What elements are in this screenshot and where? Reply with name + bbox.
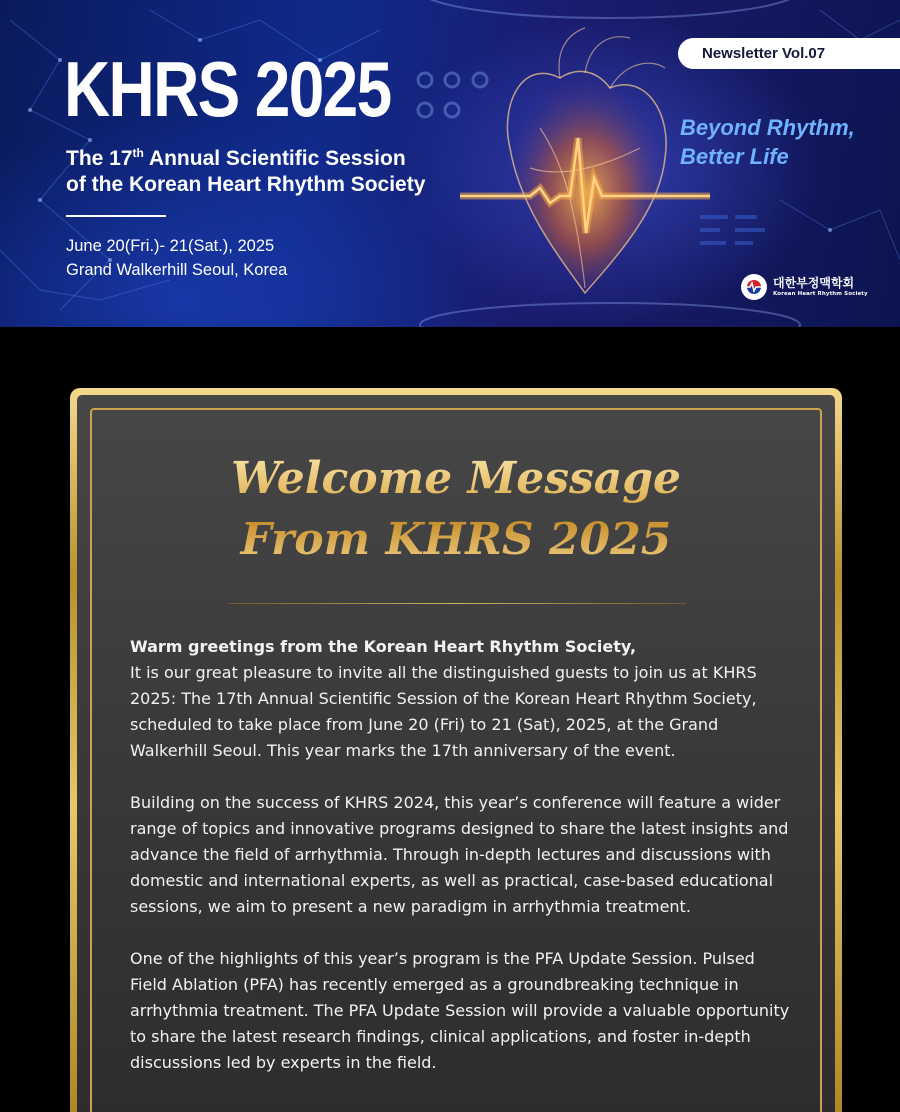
society-name-en: Korean Heart Rhythm Society — [773, 291, 868, 297]
event-date: June 20(Fri.)- 21(Sat.), 2025 — [66, 237, 275, 255]
banner-divider — [66, 215, 166, 217]
slogan-line1: Beyond Rhythm, — [680, 115, 855, 140]
event-title: KHRS 2025 — [64, 45, 391, 133]
newsletter-badge: Newsletter Vol.07 — [678, 38, 900, 69]
society-logo — [740, 273, 868, 301]
slogan — [680, 113, 855, 171]
event-venue: Grand Walkerhill Seoul, Korea — [66, 261, 288, 279]
welcome-paragraph-2: Building on the success of KHRS 2024, this year’s conference will feature a wider range of topics and innovative programs designed to share the latest insights and advance the field of arrhythmia. Through in-depth lectures and discussions with domestic and international experts, as well as practical, case-based educational sessions, we aim to present a new paradigm in arrhythmia treatment. — [130, 793, 789, 916]
welcome-title-line2: From KHRS 2025 — [240, 514, 672, 565]
greeting-line: Warm greetings from the Korean Heart Rhythm Society, — [130, 637, 637, 656]
welcome-frame — [70, 388, 842, 1112]
welcome-divider — [228, 603, 686, 604]
welcome-title — [92, 448, 820, 570]
welcome-title-line1: Welcome Message — [230, 453, 682, 504]
subtitle-line2: of the Korean Heart Rhythm Society — [66, 173, 426, 196]
subtitle-suffix: Annual Scientific Session — [143, 147, 406, 170]
subtitle-prefix: The 17 — [66, 147, 133, 170]
welcome-paragraph-1: It is our great pleasure to invite all the distinguished guests to join us at KHRS 2025: The 17th Annual Scientific Session of the Korean Heart Rhythm Society, scheduled to take place from June 20 (Fri) to 21 (Sat), 2025, at the Grand Walkerhill Seoul. This year marks the 17th anniversary of the event. — [130, 663, 757, 760]
subtitle-ordinal: th — [132, 146, 144, 160]
welcome-paragraph-3: One of the highlights of this year’s program is the PFA Update Session. Pulsed Field Ablation (PFA) has recently emerged as a groundbreaking technique in arrhythmia treatment. The PFA Update Session will provide a valuable opportunity to share the latest research findings, clinical applications, and foster in-depth discussions led by experts in the field. — [130, 949, 790, 1072]
welcome-plate — [77, 395, 835, 1112]
society-name-kr: 대한부정맥학회 — [773, 276, 855, 290]
welcome-body — [130, 634, 790, 1102]
header-banner — [0, 0, 900, 327]
event-subtitle — [66, 146, 425, 198]
welcome-inner-border — [90, 408, 822, 1112]
slogan-line2: Better Life — [680, 144, 789, 169]
society-emblem-icon — [740, 273, 768, 301]
